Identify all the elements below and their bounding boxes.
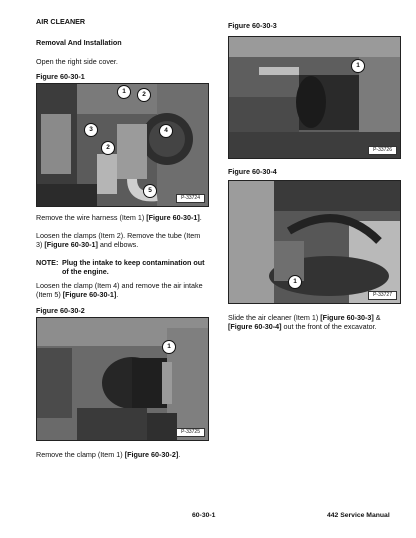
fig2-caption: Figure 60-30-2	[36, 306, 85, 315]
figure-60-30-2-photo	[36, 317, 209, 441]
step3-text: Loosen the clamp (Item 4) and remove the air intake (Item 5) [Figure 60-30-1].	[36, 281, 203, 300]
step4-text: Remove the clamp (Item 1) [Figure 60-30-2].	[36, 450, 181, 459]
step2-text: Loosen the clamps (Item 2). Remove the tube (Item 3) [Figure 60-30-1] and elbows.	[36, 231, 201, 250]
fig1-photo-number: P-33724	[176, 194, 205, 203]
figure-60-30-1-photo	[36, 83, 209, 207]
fig3-callout-1: 1	[351, 59, 365, 73]
page-number: 60-30-1	[192, 512, 216, 519]
fig1-caption: Figure 60-30-1	[36, 72, 85, 81]
air-cleaner-photo-graphic	[229, 37, 400, 158]
fig2-photo-number: P-33725	[176, 428, 205, 437]
note-text: Plug the intake to keep contamination out of the engine.	[62, 258, 205, 277]
subsection-title: Removal And Installation	[36, 38, 122, 47]
section-title: AIR CLEANER	[36, 17, 86, 26]
fig3-caption: Figure 60-30-3	[228, 21, 277, 30]
step1-text: Remove the wire harness (Item 1) [Figure 60-30-1].	[36, 213, 202, 222]
fig4-caption: Figure 60-30-4	[228, 167, 277, 176]
figure-60-30-4-photo	[228, 180, 401, 304]
fig1-callout-1: 1	[117, 85, 131, 99]
fig3-photo-number: P-33726	[368, 146, 397, 155]
manual-title: 442 Service Manual	[327, 512, 390, 519]
fig1-callout-2a: 2	[137, 88, 151, 102]
fig1-callout-4: 4	[159, 124, 173, 138]
intro-text: Open the right side cover.	[36, 57, 118, 66]
clamp-photo-graphic	[37, 318, 208, 440]
engine-photo-graphic	[37, 84, 208, 206]
removal-photo-graphic	[229, 181, 400, 303]
note-label: NOTE:	[36, 258, 59, 267]
step5-text: Slide the air cleaner (Item 1) [Figure 60-30-3] & [Figure 60-30-4] out the front of the excavator.	[228, 313, 381, 332]
figure-60-30-3-photo	[228, 36, 401, 159]
fig1-callout-3: 3	[84, 123, 98, 137]
fig1-callout-2b: 2	[101, 141, 115, 155]
fig4-photo-number: P-33727	[368, 291, 397, 300]
fig1-callout-5: 5	[143, 184, 157, 198]
fig2-callout-1: 1	[162, 340, 176, 354]
fig4-callout-1: 1	[288, 275, 302, 289]
